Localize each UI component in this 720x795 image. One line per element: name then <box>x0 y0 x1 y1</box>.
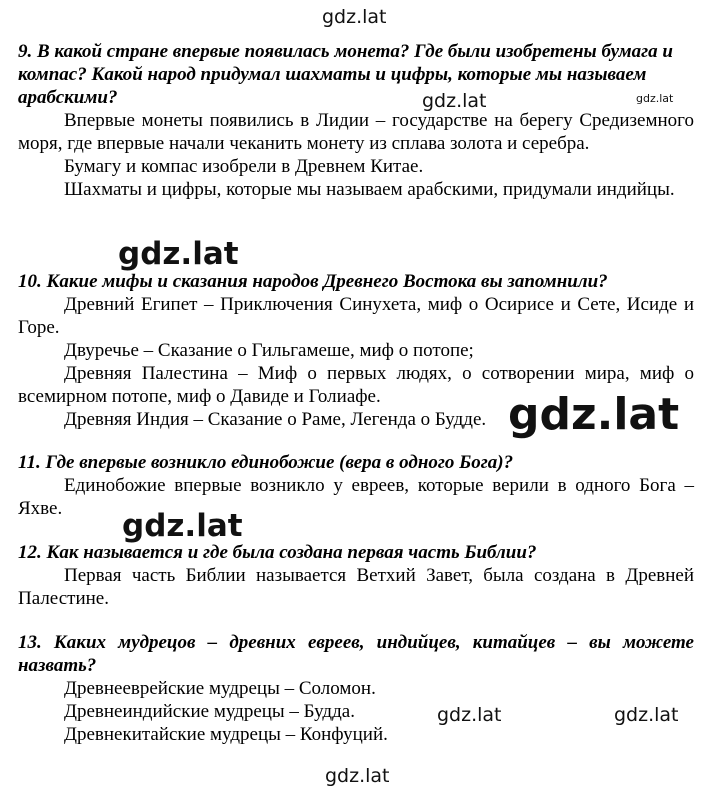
answer-paragraph: Древнекитайские мудрецы – Конфуций. <box>64 724 388 745</box>
watermark-top: gdz.lat <box>322 6 387 28</box>
section-q10 <box>18 270 694 431</box>
watermark-bottom: gdz.lat <box>325 765 390 787</box>
answer-paragraph: Двуречье – Сказание о Гильгамеше, миф о потопе; <box>64 340 474 361</box>
answer-paragraph: Впервые монеты появились в Лидии – государстве на берегу Средиземного моря, где впервые начали чеканить монету из сплава золота и серебра. <box>18 110 694 154</box>
answer-paragraph: Древнеиндийские мудрецы – Будда. <box>64 701 355 722</box>
answer-paragraph: Древняя Палестина – Миф о первых людях, о сотворении мира, миф о всемирном потопе, миф о Давиде и Голиафе. <box>18 363 694 407</box>
answer-paragraph: Первая часть Библии называется Ветхий Завет, была создана в Древней Палестине. <box>18 565 694 609</box>
watermark: gdz.lat <box>122 508 243 544</box>
section-q9 <box>18 40 694 201</box>
section-q12 <box>18 541 694 610</box>
question-heading: 11. Где впервые возникло единобожие (вера в одного Бога)? <box>18 452 514 473</box>
watermark: gdz.lat <box>614 704 679 726</box>
answer-paragraph: Древний Египет – Приключения Синухета, миф о Осирисе и Сете, Исиде и Горе. <box>18 294 694 338</box>
question-heading: 13. Каких мудрецов – древних евреев, индийцев, китайцев – вы можете назвать? <box>18 632 694 676</box>
watermark: gdz.lat <box>508 389 680 440</box>
watermark: gdz.lat <box>437 704 502 726</box>
answer-paragraph: Единобожие впервые возникло у евреев, которые верили в одного Бога – Яхве. <box>18 475 694 519</box>
answer-paragraph: Древнееврейские мудрецы – Соломон. <box>64 678 376 699</box>
watermark: gdz.lat <box>118 236 239 272</box>
question-heading: 12. Как называется и где была создана первая часть Библии? <box>18 542 537 563</box>
watermark: gdz.lat <box>636 92 674 105</box>
question-heading: 9. В какой стране впервые появилась монета? Где были изобретены бумага и компас? Какой народ придумал шахматы и цифры, которые мы называем арабскими? <box>18 41 673 108</box>
section-q13 <box>18 631 694 746</box>
answer-paragraph: Древняя Индия – Сказание о Раме, Легенда о Будде. <box>64 409 487 430</box>
section-q11 <box>18 451 694 520</box>
answer-paragraph: Бумагу и компас изобрели в Древнем Китае. <box>64 156 424 177</box>
question-heading: 10. Какие мифы и сказания народов Древнего Востока вы запомнили? <box>18 271 608 292</box>
answer-paragraph: Шахматы и цифры, которые мы называем арабскими, придумали индийцы. <box>64 179 675 200</box>
watermark: gdz.lat <box>422 90 487 112</box>
